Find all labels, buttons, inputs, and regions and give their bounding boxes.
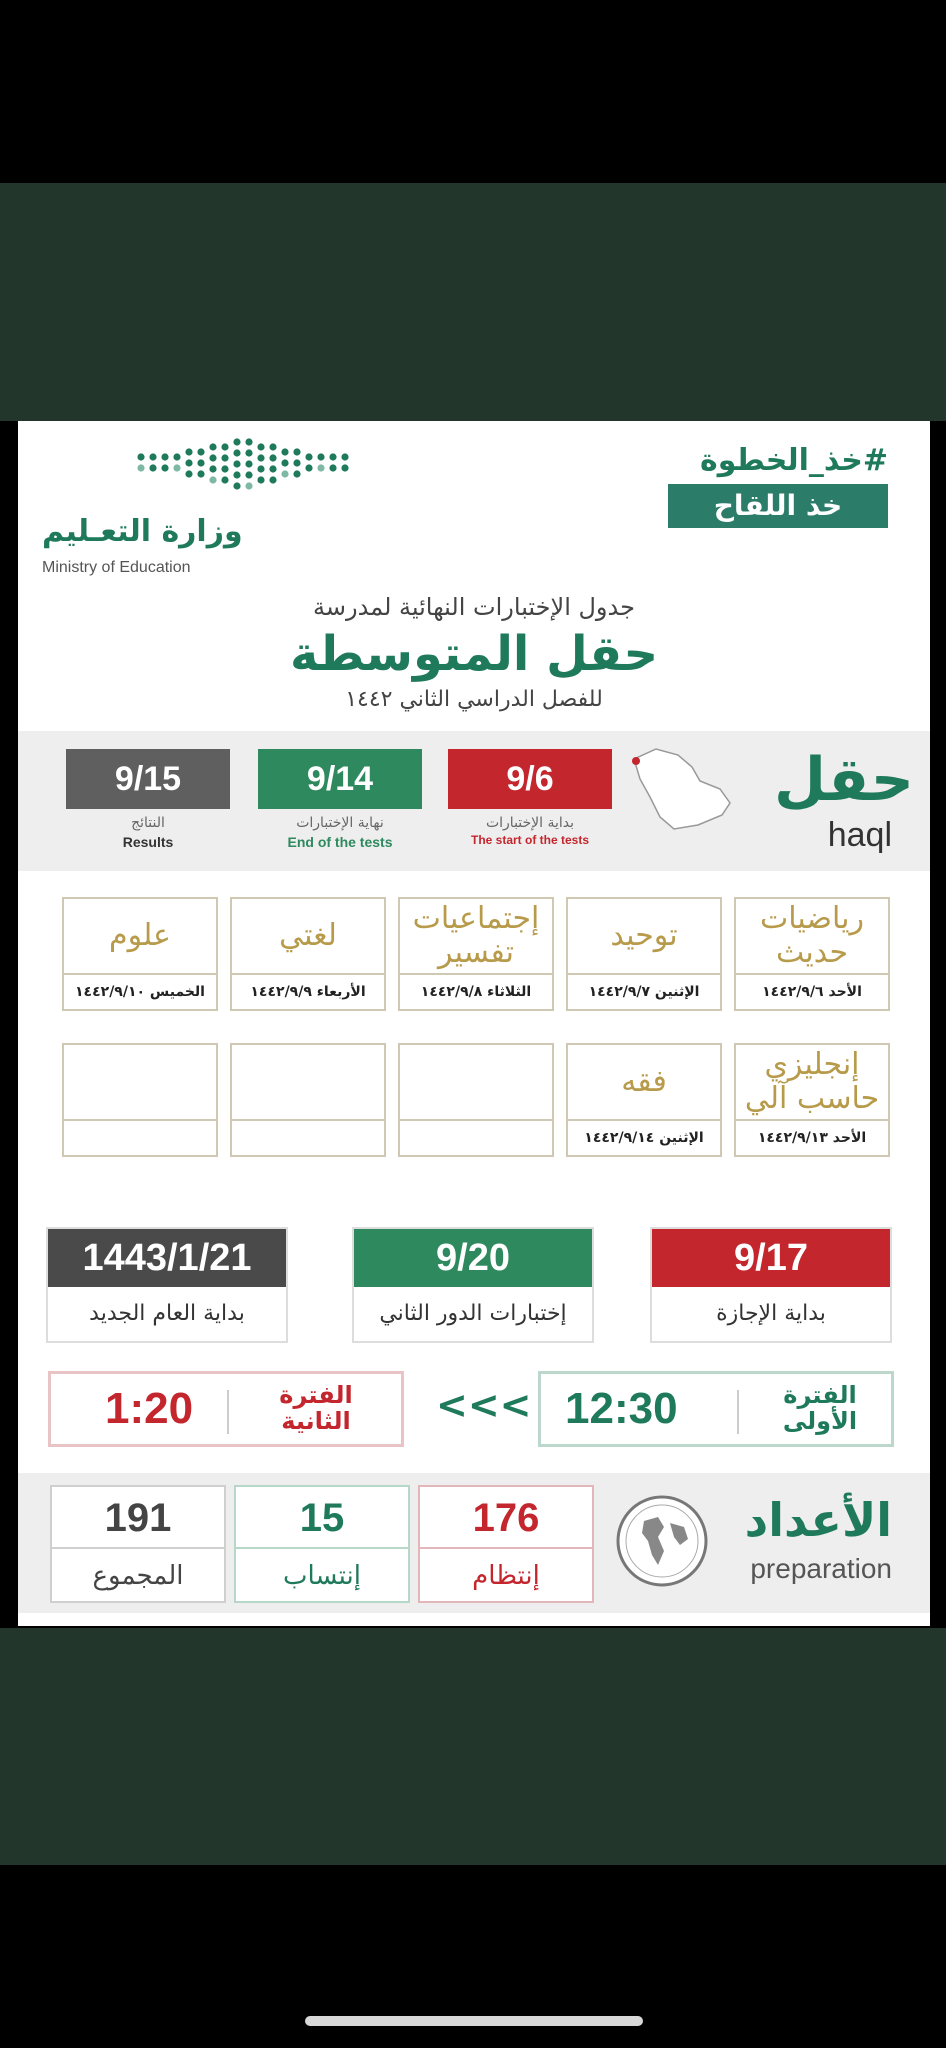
vacation-start-card xyxy=(650,1227,892,1343)
regular-count: 176 xyxy=(420,1487,592,1549)
exam-subject xyxy=(400,1045,552,1121)
exam-date: الإثنين ١٤٤٢/٩/٧ xyxy=(588,984,700,1000)
end-of-tests-label-ar: نهاية الإختبارات xyxy=(296,815,384,831)
campaign-hashtag: #خذ_الخطوة xyxy=(700,443,888,478)
new-year-date: 1443/1/21 xyxy=(48,1229,286,1287)
semester-subtitle: للفصل الدراسي الثاني ١٤٤٢ xyxy=(345,687,603,712)
first-period xyxy=(538,1371,894,1447)
top-dark-band xyxy=(0,183,946,421)
total-count-card xyxy=(50,1485,226,1603)
exam-cell xyxy=(734,897,890,1011)
brand-arabic: حقل xyxy=(774,745,914,815)
ministry-logo-icon xyxy=(135,436,353,500)
second-period xyxy=(48,1371,404,1447)
exam-cell-empty xyxy=(230,1043,386,1157)
exam-subject: إجتماعيات تفسير xyxy=(400,899,552,975)
exam-date: الأحد ١٤٤٢/٩/١٣ xyxy=(757,1130,867,1146)
first-period-label: الفترة الأولى xyxy=(782,1381,858,1435)
saudi-map-icon xyxy=(626,745,736,833)
exam-cell xyxy=(734,1043,890,1157)
exam-subject: إنجليزي حاسب آلي xyxy=(736,1045,888,1121)
exam-cell xyxy=(62,897,218,1011)
start-of-tests-label-ar: بداية الإختبارات xyxy=(485,815,575,831)
exam-date xyxy=(64,1121,216,1155)
stats-title-english: preparation xyxy=(750,1553,892,1584)
ministry-name-english: Ministry of Education xyxy=(42,559,191,576)
exam-date: الخميس ١٤٤٢/٩/١٠ xyxy=(75,984,205,1000)
exam-cell xyxy=(566,1043,722,1157)
new-year-card xyxy=(46,1227,288,1343)
vacation-date: 9/17 xyxy=(652,1229,890,1287)
affiliate-count-card xyxy=(234,1485,410,1603)
stats-title-arabic: الأعداد xyxy=(744,1493,892,1547)
schedule-heading: جدول الإختبارات النهائية لمدرسة xyxy=(313,593,635,621)
exam-date: الأحد ١٤٤٢/٩/٦ xyxy=(762,984,862,1000)
exam-schedule-poster xyxy=(18,421,930,1626)
exam-cell xyxy=(230,897,386,1011)
second-round-label: إختبارات الدور الثاني xyxy=(379,1301,567,1326)
exam-subject xyxy=(232,1045,384,1121)
end-of-tests-label-en: End of the tests xyxy=(287,834,393,850)
campaign-slogan-badge: خذ اللقاح xyxy=(668,484,888,528)
exam-subject xyxy=(64,1045,216,1121)
second-round-card xyxy=(352,1227,594,1343)
second-round-date: 9/20 xyxy=(354,1229,592,1287)
exam-subject: فقه xyxy=(568,1045,720,1121)
first-period-time: 12:30 xyxy=(565,1384,678,1433)
vacation-label: بداية الإجازة xyxy=(716,1301,826,1326)
regular-count-card xyxy=(418,1485,594,1603)
start-of-tests-label-en: The start of the tests xyxy=(470,833,590,847)
ministry-name-arabic: وزارة التعـليم xyxy=(42,514,243,549)
exam-date: الأربعاء ١٤٤٢/٩/٩ xyxy=(250,984,366,1000)
exam-date xyxy=(400,1121,552,1155)
second-period-label: الفترة الثانية xyxy=(279,1381,353,1435)
exam-date xyxy=(232,1121,384,1155)
exam-subject: لغتي xyxy=(232,899,384,975)
results-label-ar: النتائج xyxy=(131,815,165,831)
exam-date: الإثنين ١٤٤٢/٩/١٤ xyxy=(584,1130,704,1146)
exam-cell-empty xyxy=(398,1043,554,1157)
bottom-dark-band xyxy=(0,1628,946,1865)
exam-cell xyxy=(566,897,722,1011)
key-dates-strip xyxy=(18,731,930,871)
home-indicator[interactable] xyxy=(305,2016,643,2026)
school-name: حقل المتوسطة xyxy=(289,626,659,682)
total-label: المجموع xyxy=(92,1561,184,1591)
exam-cell-empty xyxy=(62,1043,218,1157)
period-arrows: <<< xyxy=(436,1383,532,1427)
globe-icon xyxy=(614,1493,710,1589)
regular-label: إنتظام xyxy=(472,1561,540,1591)
exam-subject: توحيد xyxy=(568,899,720,975)
exam-cell xyxy=(398,897,554,1011)
exam-date: الثلاثاء ١٤٤٢/٩/٨ xyxy=(420,984,532,1000)
stats-strip xyxy=(18,1473,930,1613)
affiliate-label: إنتساب xyxy=(283,1561,361,1591)
second-period-time: 1:20 xyxy=(105,1384,194,1433)
end-of-tests-date: 9/14 xyxy=(258,749,422,809)
total-count: 191 xyxy=(52,1487,224,1549)
results-label-en: Results xyxy=(122,834,174,850)
exam-subject: علوم xyxy=(64,899,216,975)
affiliate-count: 15 xyxy=(236,1487,408,1549)
results-date: 9/15 xyxy=(66,749,230,809)
brand-english: haql xyxy=(827,816,892,854)
exam-subject: رياضيات حديث xyxy=(736,899,888,975)
start-of-tests-date: 9/6 xyxy=(448,749,612,809)
new-year-label: بداية العام الجديد xyxy=(89,1301,245,1326)
